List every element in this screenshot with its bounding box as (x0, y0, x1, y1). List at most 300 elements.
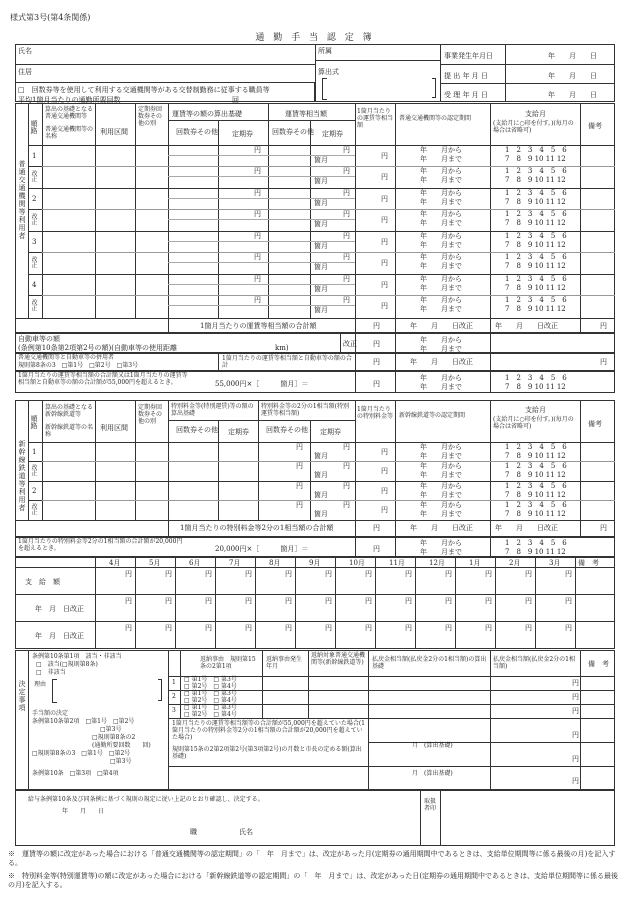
hand-line3[interactable]: □規則第8条の2 (92, 734, 136, 741)
col-fare-basis: 運賃等の額の算出基礎 (172, 110, 242, 118)
sk-route-number: 1 (32, 448, 37, 456)
pay-months-1[interactable]: 1 2 3 4 5 6 (505, 275, 567, 283)
col-pay-note: (支給月に○印を付す。)(毎月の場合は省略可) (493, 120, 574, 134)
sk-col-pay-note: (支給月に○印を付す。)(毎月の場合は省略可) (493, 416, 574, 430)
col-refund-basis: 払戻金相当額(払戻金2分の1相当額)の算出基礎 (372, 656, 487, 670)
pay-cell-yen: 円 (325, 624, 332, 632)
pay-months-2[interactable]: 7 8 9 10 11 12 (505, 176, 566, 184)
period-from: 年 月から (420, 253, 462, 261)
cap20-from: 年 月から (420, 539, 462, 547)
col-remark: 備考 (588, 122, 602, 130)
pay-cell-yen: 円 (365, 570, 372, 578)
monthly-yen: 円 (381, 152, 388, 160)
pay-col-line (135, 557, 136, 649)
fare-equiv-yen: 円 (343, 167, 350, 175)
car-rule: (条例第10条第2項第2号の額)(自動車等の使用距離 (18, 344, 178, 352)
monthly-yen: 円 (381, 281, 388, 289)
fare-months: 箇月 (314, 220, 328, 228)
decision-side-label: 決定事項 (18, 680, 26, 712)
pay-remark: 備 考 (578, 559, 599, 567)
sk-pay-2[interactable]: 7 8 9 10 11 12 (505, 510, 566, 518)
fare-equiv-yen: 円 (343, 253, 350, 261)
sk-col-pass: 定期券回数券その他の別 (138, 404, 163, 425)
sk-months: 箇月 (314, 491, 328, 499)
route-rev-label: 改正 (30, 170, 37, 182)
col-season-2: 定期券 (322, 130, 343, 138)
pay-cell-yen: 円 (565, 597, 572, 605)
period-to: 年 月まで (420, 284, 462, 292)
return-opts-b[interactable]: □ 第2号 □ 第4号 (184, 711, 237, 718)
fare-equiv-yen: 円 (343, 232, 350, 240)
pay-cell-yen: 円 (245, 597, 252, 605)
pay-col-line (375, 557, 376, 649)
pay-months-2[interactable]: 7 8 9 10 11 12 (505, 284, 566, 292)
fare-months: 箇月 (314, 177, 328, 185)
calc-bracket-left (322, 78, 327, 100)
reason-bracket-right (158, 679, 162, 701)
col-basis: 算出の基礎となる普通交通機関等 (45, 106, 94, 120)
bus-check-label[interactable]: □ 回数券等を使用して利用する交通機関等がある交替制勤務に従事する職員等 (18, 86, 270, 94)
cap55-formula: 55,000円×［ 箇月］＝ (215, 380, 309, 388)
reason-bracket-left (52, 679, 57, 703)
period-from: 年 月から (420, 232, 462, 240)
pay-months-2[interactable]: 7 8 9 10 11 12 (505, 198, 566, 206)
route-divider (28, 295, 42, 296)
col-pay-month: 支給月 (525, 110, 546, 118)
pay-cell-yen: 円 (445, 624, 452, 632)
pay-col-line (535, 557, 536, 649)
pay-cell-yen: 円 (205, 597, 212, 605)
handler-label: 取扱者印 (424, 798, 437, 812)
return-opts-a[interactable]: □ 第1号 □ 第3号 (184, 676, 237, 683)
route-divider (28, 252, 42, 253)
car-to: 年 月まで (420, 345, 462, 353)
col-pass: 定期券回数券その他の別 (138, 106, 163, 127)
pay-month-header: 5月 (149, 559, 161, 567)
pay-cell-yen: 円 (525, 624, 532, 632)
car-rev: 改正 (343, 340, 357, 348)
pay-cell-yen: 円 (165, 597, 172, 605)
sk-col-monthly: 1箇月当たりの特別料金等 (357, 406, 394, 420)
fare-equiv-yen: 円 (343, 146, 350, 154)
sk-total-revdate: 年 月 日改正 (410, 524, 473, 532)
accept-date-value: 年 月 日 (548, 91, 597, 99)
calc-basis-label: 算出式 (318, 68, 339, 76)
pay-row3-label: 年 月 日改正 (35, 632, 84, 640)
period-to: 年 月まで (420, 241, 462, 249)
hand-line1[interactable]: 条例第10条第2項 □第1号 □第2号 (32, 718, 135, 725)
pay-cell-yen: 円 (405, 624, 412, 632)
pay-cell-yen: 円 (285, 624, 292, 632)
sk-col-basis: 算出の基礎となる新幹線鉄道等 (45, 404, 94, 418)
pay-months-2[interactable]: 7 8 9 10 11 12 (505, 155, 566, 163)
submit-date-label: 提 出 年 月 日 (444, 72, 488, 80)
pay-col-line (455, 557, 456, 649)
pay-month-header: 4月 (109, 559, 121, 567)
route-divider (28, 166, 42, 167)
sk-pay-2[interactable]: 7 8 9 10 11 12 (505, 491, 566, 499)
refund-yen-2: 円 (572, 755, 579, 763)
period-from: 年 月から (420, 167, 462, 175)
sk-total-revdate-2: 年 月 日改正 (495, 524, 558, 532)
pay-cell-yen: 円 (245, 624, 252, 632)
hand-line7[interactable]: 条例第10条 □第3項 □第4項 (32, 770, 119, 777)
hand-line2[interactable]: □第3号 (100, 726, 122, 733)
cap55-to: 年 月まで (420, 383, 462, 391)
combined-label3: 1箇月当たりの運賃等相当額と自動車等の額の合計 (222, 355, 352, 369)
fare-yen: 円 (254, 146, 261, 154)
pay-month-header: 9月 (309, 559, 321, 567)
col-period: 普通交通機関等の認定期間 (399, 115, 472, 122)
pay-months-2[interactable]: 7 8 9 10 11 12 (505, 241, 566, 249)
sk-pay-1[interactable]: 1 2 3 4 5 6 (505, 443, 567, 451)
fare-yen: 円 (254, 210, 261, 218)
route-number: 3 (32, 238, 37, 246)
combined-label2[interactable]: 規則第8条の3 □第1号 □第2号 □第3号 (18, 362, 139, 369)
sk-from: 年 月から (420, 443, 462, 451)
pay-col-line (335, 557, 336, 649)
cap55-months1[interactable]: 1 2 3 4 5 6 (505, 374, 567, 382)
fare-yen: 円 (254, 167, 261, 175)
pay-cell-yen: 円 (325, 570, 332, 578)
monthly-yen: 円 (381, 259, 388, 267)
pay-cell-yen: 円 (445, 597, 452, 605)
pay-cell-yen: 円 (485, 597, 492, 605)
transit-total-revdate: 年 月 日改正 (410, 322, 473, 330)
shinkansen-side-label: 新幹線鉄道等利用者 (18, 440, 26, 512)
return-opts-a[interactable]: □ 第1号 □ 第3号 (184, 704, 237, 711)
pay-cell-yen: 円 (125, 597, 132, 605)
cap55-from: 年 月から (420, 374, 462, 382)
pay-months-1[interactable]: 1 2 3 4 5 6 (505, 210, 567, 218)
pay-cell-yen: 円 (525, 570, 532, 578)
pay-cell-yen: 円 (285, 597, 292, 605)
sk-pay-1[interactable]: 1 2 3 4 5 6 (505, 501, 567, 509)
sk-col-pay-month: 支給月 (525, 406, 546, 414)
fare-months: 箇月 (314, 242, 328, 250)
pay-cell-yen: 円 (525, 597, 532, 605)
pay-months-1[interactable]: 1 2 3 4 5 6 (505, 167, 567, 175)
sk-col-half: 特別料金等の2分の1相当額(特別運賃等相当額) (261, 403, 349, 417)
sk-yen: 円 (296, 501, 303, 509)
pay-row1-label: 支 給 額 (25, 578, 60, 586)
monthly-yen: 円 (381, 173, 388, 181)
return-opts-a[interactable]: □ 第1号 □ 第3号 (184, 690, 237, 697)
accept-date-label: 受 理 年 月 日 (444, 91, 488, 99)
monthly-yen: 円 (381, 195, 388, 203)
fare-months: 箇月 (314, 263, 328, 271)
pay-months-1[interactable]: 1 2 3 4 5 6 (505, 146, 567, 154)
pay-month-header: 12月 (429, 559, 445, 567)
pay-months-2[interactable]: 7 8 9 10 11 12 (505, 262, 566, 270)
sk-col-season: 定期券 (228, 428, 249, 436)
pay-cell-yen: 円 (365, 597, 372, 605)
col-return-target: 返納対象普通交通機関等(新幹線鉄道等) (311, 652, 366, 666)
col-name: 普通交通機関等の名称 (45, 126, 94, 140)
fare-yen: 円 (254, 275, 261, 283)
pay-months-1[interactable]: 1 2 3 4 5 6 (505, 189, 567, 197)
route-number: 2 (32, 195, 37, 203)
incident-date-value: 年 月 日 (548, 52, 597, 60)
sk-to: 年 月まで (420, 452, 462, 460)
col-refund-amount: 払戻金相当額(払戻金2分の1相当額) (493, 656, 575, 670)
reason-label: 理由 (34, 681, 47, 688)
return-row-number: 2 (172, 693, 176, 700)
sk-months: 箇月 (314, 452, 328, 460)
fare-equiv-yen: 円 (343, 296, 350, 304)
pay-cell-yen: 円 (565, 570, 572, 578)
period-to: 年 月まで (420, 305, 462, 313)
sk-yen2: 円 (343, 501, 350, 509)
pay-cell-yen: 円 (405, 570, 412, 578)
monthly-yen: 円 (381, 238, 388, 246)
col-return-remark: 備 考 (588, 660, 609, 668)
pay-row2-label: 年 月 日改正 (35, 605, 84, 613)
col-return-reason: 返納事由 規則第15条の2第1項 (200, 656, 256, 670)
pay-cell-yen: 円 (125, 570, 132, 578)
refund-row-yen: 円 (572, 693, 579, 701)
col-section: 利用区間 (100, 128, 128, 136)
pay-cell-yen: 円 (205, 570, 212, 578)
sk-col-ticket: 回数券その他 (176, 426, 218, 434)
pay-months-1[interactable]: 1 2 3 4 5 6 (505, 296, 567, 304)
sk-monthly-yen: 円 (381, 467, 388, 475)
return-opts-b[interactable]: □ 第2号 □ 第4号 (184, 697, 237, 704)
period-from: 年 月から (420, 275, 462, 283)
sk-col-section: 利用区間 (100, 424, 128, 432)
sk-pay-1[interactable]: 1 2 3 4 5 6 (505, 462, 567, 470)
pay-col-line (295, 557, 296, 649)
pay-col-line (215, 557, 216, 649)
avg-days-label: 平均1箇月当たりの通勤所要回数 (18, 96, 121, 104)
month-basis-2: 月 (算出基礎) (412, 770, 453, 777)
combined-label1: 普通交通機関等と自動車等の併用者 (18, 354, 115, 361)
note-2: ※ 特別料金等(特別運賃等)の額に改定があった場合における「新幹線鉄道等の認定期間」の「 年 月まで」は、改定があった日(定期券の通用期間中であるときは、支給単位期間等に係る最後の月)を記入する。 (8, 872, 619, 889)
fare-months: 箇月 (314, 199, 328, 207)
pay-cell-yen: 円 (325, 597, 332, 605)
pay-months-1[interactable]: 1 2 3 4 5 6 (505, 232, 567, 240)
return-row-number: 3 (172, 707, 176, 714)
pay-cell-yen: 円 (245, 570, 252, 578)
pay-month-header: 7月 (229, 559, 241, 567)
note-1: ※ 運賃等の額に改定があった場合における「普通交通機関等の認定期間」の「 年 月まで」は、改定があった月(定期券の通用期間中であるときは、支給単位期間等に係る最後の月)を記入する。 (8, 850, 616, 867)
art10-opt2[interactable]: □ 非該当 (36, 669, 66, 676)
pay-cell-yen: 円 (445, 570, 452, 578)
confirm-sign: 職 氏名 (190, 828, 253, 836)
route-divider (28, 209, 42, 210)
sk-total-label: 1箇月当たりの特別料金等2分の1相当額の合計額 (180, 524, 334, 532)
hand-line4: (通勤所要回数 回) (92, 742, 151, 749)
pay-col-line (175, 557, 176, 649)
sk-to: 年 月まで (420, 491, 462, 499)
col-fare-equiv: 運賃等相当額 (285, 110, 327, 118)
pay-cell-yen: 円 (285, 570, 292, 578)
pay-cell-yen: 円 (485, 624, 492, 632)
sk-pay-2[interactable]: 7 8 9 10 11 12 (505, 452, 566, 460)
sk-total-yen-2: 円 (600, 524, 607, 532)
car-from: 年 月から (420, 336, 462, 344)
sk-col-ticket-2: 回数券その他 (266, 426, 308, 434)
pay-month-header: 8月 (269, 559, 281, 567)
route-rev-label: 改正 (30, 213, 37, 225)
pay-months-1[interactable]: 1 2 3 4 5 6 (505, 253, 567, 261)
sk-to: 年 月まで (420, 471, 462, 479)
refund-row-yen: 円 (572, 707, 579, 715)
cap55-label: 1箇月当たりの運賃等相当額の合計額又は1箇月当たりの運賃等相当額と自動車等の額の合計額が55,000円を超えるとき。 (18, 372, 188, 386)
cap55-yen: 円 (373, 380, 380, 388)
car-km: km) (275, 344, 289, 352)
sk-route-number: 2 (32, 487, 37, 495)
refund-yen-1: 円 (572, 731, 579, 739)
transit-total-revdate-2: 年 月 日改正 (495, 322, 558, 330)
sk-monthly-yen: 円 (381, 506, 388, 514)
sk-yen: 円 (296, 462, 303, 470)
pay-cell-yen: 円 (405, 597, 412, 605)
route-rev-label: 改正 (30, 256, 37, 268)
pay-month-header: 6月 (189, 559, 201, 567)
sk-monthly-yen: 円 (381, 487, 388, 495)
fare-equiv-yen: 円 (343, 275, 350, 283)
confirm-date: 年 月 日 (62, 808, 105, 815)
calc-bracket-right (432, 78, 436, 98)
col-monthly: 1箇月当たりの運賃等相当額 (357, 108, 394, 129)
cap20-months2[interactable]: 7 8 9 10 11 12 (505, 548, 566, 556)
transit-total-yen: 円 (373, 322, 380, 330)
cap20-yen: 円 (373, 545, 380, 553)
return-row-number: 1 (172, 679, 176, 686)
period-to: 年 月まで (420, 219, 462, 227)
sk-pay-1[interactable]: 1 2 3 4 5 6 (505, 482, 567, 490)
sk-col-special-basis: 特別料金等(特別運賃)等の額の算出基礎 (171, 403, 254, 417)
pay-cell-yen: 円 (485, 570, 492, 578)
period-from: 年 月から (420, 146, 462, 154)
cap-rule: 規則第15条の2第2項第2号(第3項第2号)の月数と市長の定める額(算出基礎) (172, 746, 362, 760)
sk-divider (28, 461, 42, 462)
sk-from: 年 月から (420, 462, 462, 470)
art10-label: 条例第10条第1項 該当・非該当 (32, 653, 122, 660)
sk-to: 年 月まで (420, 510, 462, 518)
pay-col-line-end (575, 557, 576, 649)
pay-col-line (495, 557, 496, 649)
period-from: 年 月から (420, 210, 462, 218)
form-title: 通 勤 手 当 認 定 簿 (255, 33, 375, 43)
monthly-yen: 円 (381, 302, 388, 310)
pay-cell-yen: 円 (565, 624, 572, 632)
fare-yen: 円 (254, 189, 261, 197)
cap20-months1[interactable]: 1 2 3 4 5 6 (505, 539, 567, 547)
hand-line6[interactable]: □第3号 (110, 758, 132, 765)
monthly-yen: 円 (381, 216, 388, 224)
pay-cell-yen: 円 (165, 570, 172, 578)
fare-months: 箇月 (314, 306, 328, 314)
pay-month-header: 3月 (549, 559, 561, 567)
pay-cell-yen: 円 (205, 624, 212, 632)
month-basis: 月 (算出基礎) (412, 742, 453, 749)
affiliation-label: 所属 (318, 47, 332, 55)
cap20-to: 年 月まで (420, 548, 462, 556)
col-return-date: 返納事由発生年月 (266, 656, 303, 670)
sk-yen: 円 (296, 482, 303, 490)
refund-row-yen: 円 (572, 679, 579, 687)
combined-yen-2: 円 (600, 358, 607, 366)
sk-from: 年 月から (420, 501, 462, 509)
fare-months: 箇月 (314, 285, 328, 293)
return-opts-b[interactable]: □ 第2号 □ 第4号 (184, 683, 237, 690)
sk-route-rev: 改正 (30, 464, 37, 476)
period-from: 年 月から (420, 189, 462, 197)
pay-cell-yen: 円 (125, 624, 132, 632)
period-to: 年 月まで (420, 198, 462, 206)
pay-cell-yen: 円 (365, 624, 372, 632)
period-to: 年 月まで (420, 176, 462, 184)
submit-date-value: 年 月 日 (548, 72, 597, 80)
pay-col-line (415, 557, 416, 649)
cap20-formula: 20,000円×［ 箇月］＝ (215, 545, 309, 553)
fare-yen: 円 (254, 232, 261, 240)
combined-yen: 円 (373, 358, 380, 366)
sk-col-period: 新幹線鉄道等の認定期間 (399, 412, 466, 419)
sk-col-season-2: 定期券 (320, 428, 341, 436)
name-label: 氏名 (18, 47, 32, 55)
period-to: 年 月まで (420, 155, 462, 163)
route-number: 4 (32, 281, 37, 289)
transit-side-label: 普通交通機関等利用者 (18, 160, 26, 240)
pay-cell-yen: 円 (165, 624, 172, 632)
sk-yen2: 円 (343, 482, 350, 490)
cap20-label: 1箇月当たりの特別料金等2分の1相当額の合計額が20,000円を超えるとき。 (18, 538, 183, 552)
sk-col-order: 順路 (30, 415, 38, 429)
period-to: 年 月まで (420, 262, 462, 270)
cap55-months2[interactable]: 7 8 9 10 11 12 (505, 383, 566, 391)
route-number: 1 (32, 152, 37, 160)
sk-yen: 円 (296, 443, 303, 451)
route-rev-label: 改正 (30, 299, 37, 311)
period-from: 年 月から (420, 296, 462, 304)
sk-monthly-yen: 円 (381, 448, 388, 456)
pay-col-line (255, 557, 256, 649)
combined-revdate: 年 月 日改正 (410, 358, 473, 366)
incident-date-label: 事業発生年月日 (444, 52, 493, 60)
sk-col-remark: 備考 (588, 420, 602, 428)
form-number: 様式第3号(第4条関係) (10, 13, 91, 22)
fare-months: 箇月 (314, 156, 328, 164)
sk-yen2: 円 (343, 462, 350, 470)
sk-pay-2[interactable]: 7 8 9 10 11 12 (505, 471, 566, 479)
sk-months: 箇月 (314, 510, 328, 518)
sk-from: 年 月から (420, 482, 462, 490)
times-unit: 回 (232, 96, 239, 104)
sk-yen2: 円 (343, 443, 350, 451)
transit-total-yen-2: 円 (600, 322, 607, 330)
pay-months-2[interactable]: 7 8 9 10 11 12 (505, 219, 566, 227)
sk-total-yen: 円 (373, 524, 380, 532)
pay-month-header: 2月 (509, 559, 521, 567)
col-ticket-2: 回数券その他 (272, 128, 314, 136)
confirm-text: 給与条例第10条及び同条例に基づく規則の規定に従い上記のとおり確認し、決定する。 (28, 796, 264, 803)
art10-opt1[interactable]: □ 該当(□規則第8条) (36, 661, 98, 668)
fare-equiv-yen: 円 (343, 210, 350, 218)
sk-divider (28, 500, 42, 501)
cap55-return: 1箇月当たりの運賃等相当額等の合計額が55,000円を超えていた場合(1箇月当たりの特別料金等2分の1相当額の合計額が20,000円を超えていた場合) (172, 720, 365, 741)
sk-col-name: 新幹線鉄道等の名称 (45, 424, 94, 438)
hand-label: 手当額の決定 (32, 710, 69, 717)
sk-months: 箇月 (314, 471, 328, 479)
sk-route-rev: 改正 (30, 503, 37, 515)
hand-line5[interactable]: □規則第8条の3 □第1号 □第2号 (32, 750, 131, 757)
pay-month-header: 11月 (389, 559, 405, 567)
fare-yen: 円 (254, 296, 261, 304)
pay-months-2[interactable]: 7 8 9 10 11 12 (505, 305, 566, 313)
